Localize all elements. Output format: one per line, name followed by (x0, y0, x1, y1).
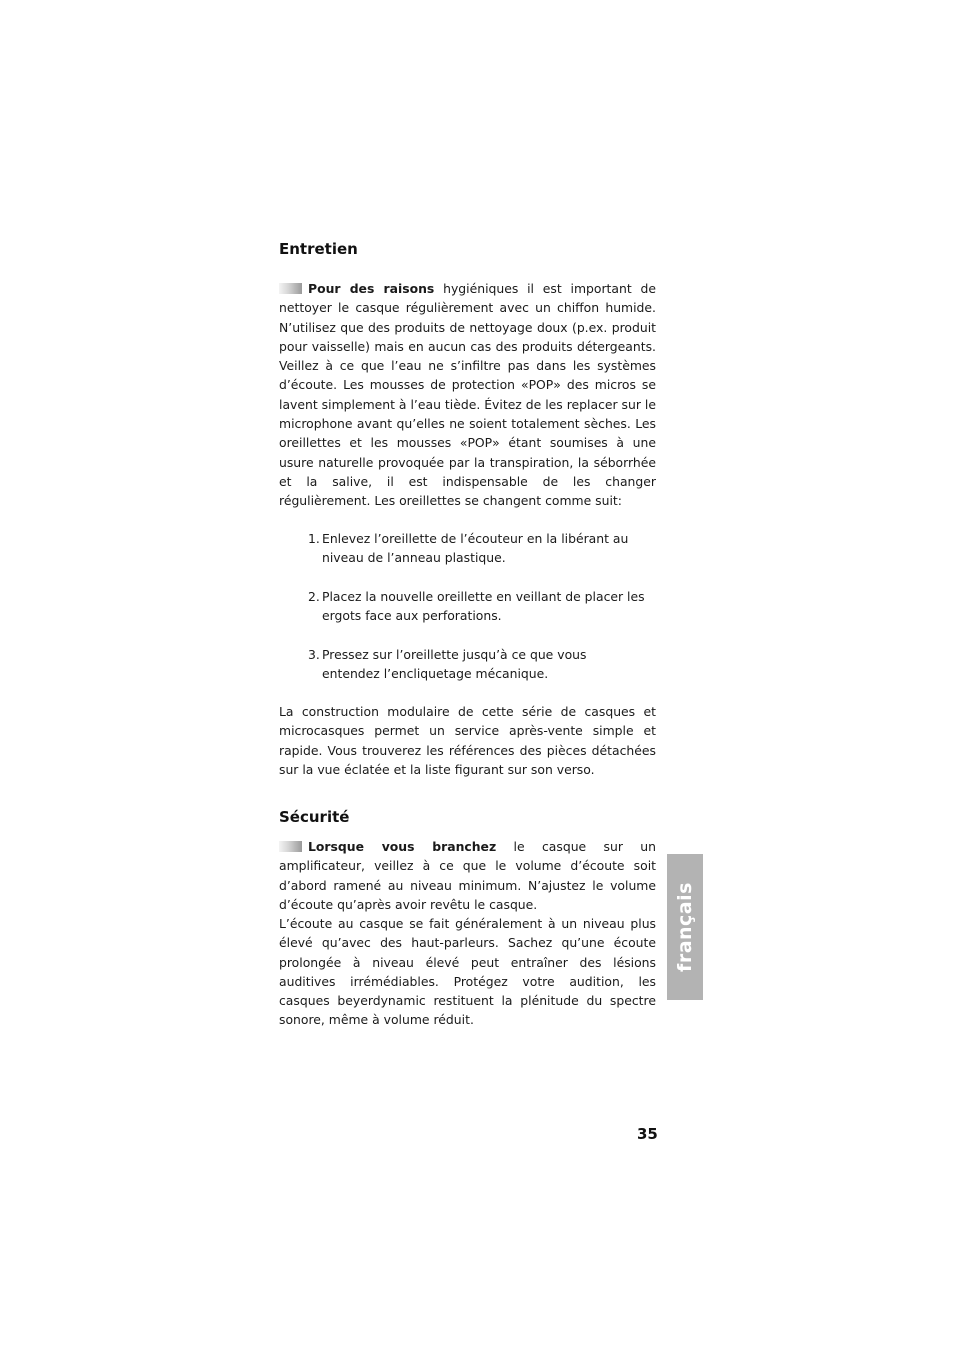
list-item (308, 529, 648, 568)
section-title-entretien: Entretien (279, 240, 358, 258)
securite-paragraph-2: L’écoute au casque se fait généralement à un niveau plus élevé qu’avec des haut-parleurs. Sachez qu’une écoute prolongée à niveau élevé peut entraîner des lésions auditives irrémédiables. Protégez votre audition, les casques beyerdynamic restituent la plénitude du spectre sonore, même à volume réduit. (279, 916, 656, 1028)
securite-body: le casque sur un amplificateur, veillez à ce que le volume d’écoute soit d’abord ramené au niveau minimum. N’ajustez le volume d’écoute qu’après avoir revêtu le casque. (279, 839, 656, 912)
steps-list (308, 529, 648, 568)
steps-list (308, 645, 648, 684)
step-number: 3. (308, 647, 320, 662)
language-tab (667, 854, 703, 1000)
paragraph-marker-icon (279, 841, 302, 852)
securite-lead: Lorsque vous branchez (308, 839, 497, 854)
step-text: Pressez sur l’oreillette jusqu’à ce que vous entendez l’encliquetage mécanique. (322, 647, 587, 682)
step-number: 1. (308, 531, 320, 546)
step-number: 2. (308, 589, 320, 604)
language-tab-label: français (674, 882, 696, 972)
list-item (308, 587, 648, 626)
section-title-securite: Sécurité (279, 808, 350, 826)
securite-paragraph (279, 837, 656, 914)
step-text: Placez la nouvelle oreillette en veillant de placer les ergots face aux perforations. (322, 589, 645, 624)
entretien-paragraph (279, 279, 656, 511)
entretien-lead: Pour des raisons (308, 281, 435, 296)
entretien-closing-paragraph: La construction modulaire de cette série de casques et microcasques permet un service après-vente simple et rapide. Vous trouverez les références des pièces détachées sur la vue éclatée et la liste figurant sur son verso. (279, 704, 656, 777)
step-text: Enlevez l’oreillette de l’écouteur en la libérant au niveau de l’anneau plastique. (322, 531, 629, 566)
page-number: 35 (637, 1125, 658, 1143)
list-item (308, 645, 648, 684)
paragraph-marker-icon (279, 283, 302, 294)
entretien-body: hygiéniques il est important de nettoyer le casque régulièrement avec un chiffon humide. N’utilisez que des produits de nettoyage doux (p.ex. produit pour vaisselle) mais en aucun cas des produits détergeants. Veillez à ce que l’eau ne s’infiltre pas dans les systèmes d’écoute. Les mousses de protection «POP» des micros se lavent simplement à l’eau tiède. Évitez de les replacer sur le microphone avant qu’elles ne soient totalement sèches. Les oreillettes et les mousses «POP» étant soumises à une usure naturelle provoquée par la transpiration, la séborrhée et la salive, il est indispensable de les changer régulièrement. Les oreillettes se changent comme suit: (279, 281, 656, 509)
steps-list (308, 587, 648, 626)
